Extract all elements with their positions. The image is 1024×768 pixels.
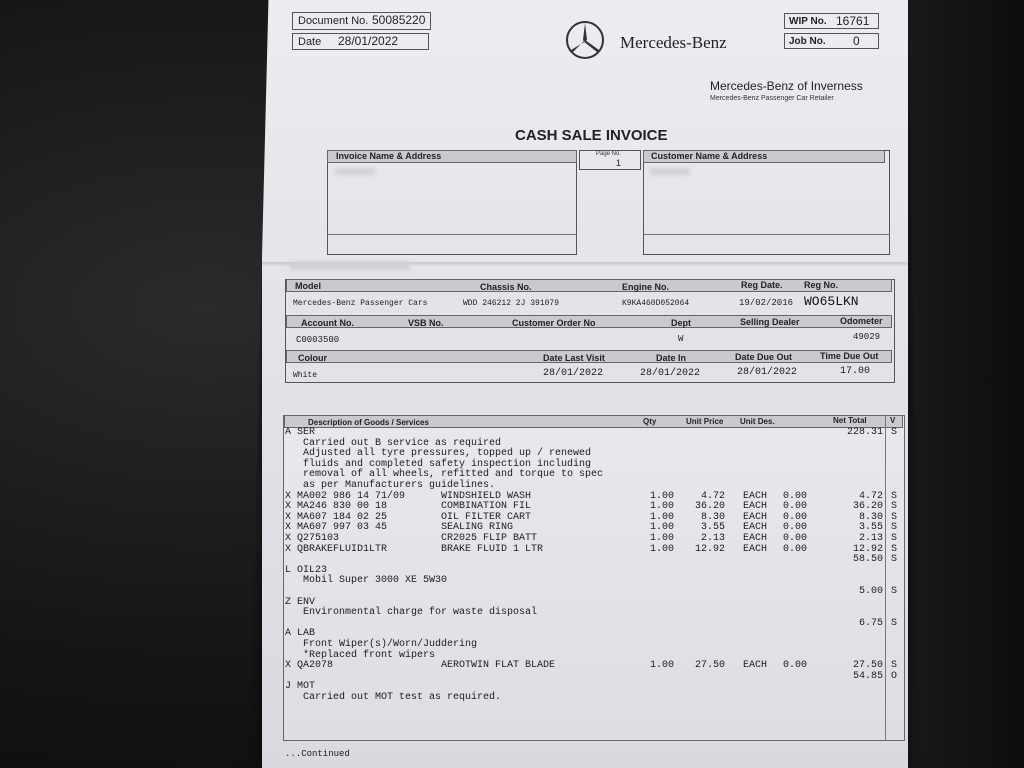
- redacted-customer-address: [650, 168, 690, 175]
- engine-value: K9KA460D052064: [622, 299, 690, 308]
- line-net-total: 8.30: [858, 511, 883, 523]
- date-in-label: Date In: [656, 353, 687, 363]
- line-vat-code: O: [891, 670, 898, 682]
- invoice-address-divider: [327, 234, 577, 235]
- invoice-title: CASH SALE INVOICE: [515, 127, 668, 144]
- line-vat-code: S: [891, 522, 898, 534]
- line-unit: EACH: [743, 511, 768, 523]
- line-net-total: 228.31: [846, 427, 883, 438]
- line-unit-price: 12.92: [694, 543, 725, 555]
- line-description: X Q275103 CR2025 FLIP BATT: [285, 533, 538, 544]
- customer-address-divider: [643, 234, 890, 235]
- line-net-total: 54.85: [852, 670, 883, 682]
- line-discount: 0.00: [783, 533, 808, 544]
- line-description: X MA607 997 03 45 SEALING RING: [285, 522, 514, 534]
- line-vat-code: S: [891, 586, 898, 597]
- line-description: Mobil Super 3000 XE 5W30: [285, 575, 448, 587]
- page-no-value: 1: [616, 158, 622, 168]
- line-qty: 1.00: [650, 511, 675, 523]
- date-last-visit-value: 28/01/2022: [543, 368, 604, 379]
- line-net-total: 2.13: [858, 533, 883, 544]
- line-unit: EACH: [743, 490, 768, 502]
- line-vat-code: S: [891, 617, 898, 629]
- mercedes-star-icon: [565, 20, 605, 60]
- line-vat-code: S: [891, 533, 898, 544]
- invoice-address-box: [327, 150, 577, 255]
- dealer-subtitle: Mercedes-Benz Passenger Car Retailer: [710, 95, 834, 102]
- line-qty: 1.00: [650, 522, 675, 534]
- vsb-no-label: VSB No.: [408, 318, 444, 328]
- brand-name: Mercedes-Benz: [620, 33, 727, 52]
- vat-header: V: [890, 416, 896, 425]
- line-description: X QA2078 AEROTWIN FLAT BLADE: [285, 660, 556, 672]
- line-description: X MA607 184 02 25 OIL FILTER CART: [285, 511, 532, 523]
- desk-background-right: [894, 0, 1024, 768]
- line-unit-price: 3.55: [700, 522, 725, 534]
- line-discount: 0.00: [783, 490, 808, 502]
- line-vat-code: S: [891, 660, 898, 672]
- reg-date-value: 19/02/2016: [739, 298, 794, 308]
- qty-header: Qty: [643, 417, 657, 426]
- dept-label: Dept: [671, 318, 691, 328]
- line-unit-price: 8.30: [700, 511, 725, 523]
- items-lines: [285, 428, 903, 738]
- date-due-out-label: Date Due Out: [735, 352, 793, 362]
- colour-label: Colour: [298, 353, 327, 363]
- document-no-value: 50085220: [372, 13, 426, 27]
- line-unit: EACH: [743, 522, 768, 534]
- time-due-out-label: Time Due Out: [820, 351, 879, 361]
- net-total-header: Net Total: [833, 416, 867, 425]
- unit-price-header: Unit Price: [686, 417, 724, 426]
- dept-value: W: [678, 334, 684, 344]
- line-description: J MOT: [285, 681, 316, 693]
- line-description: X MA002 986 14 71/09 WINDSHIELD WASH: [285, 490, 532, 502]
- colour-value: White: [293, 371, 318, 380]
- line-description: L OIL23: [285, 564, 328, 576]
- date-value: 28/01/2022: [338, 34, 399, 48]
- job-no-label: Job No.: [789, 36, 826, 47]
- line-vat-code: S: [891, 501, 898, 513]
- line-discount: 0.00: [783, 511, 808, 523]
- customer-address-label: Customer Name & Address: [651, 151, 768, 161]
- date-in-value: 28/01/2022: [640, 368, 701, 379]
- line-net-total: 27.50: [852, 660, 883, 672]
- line-unit-price: 27.50: [694, 660, 725, 672]
- date-last-visit-label: Date Last Visit: [543, 353, 605, 363]
- document-no-label: Document No.: [298, 15, 369, 27]
- wip-no-value: 16761: [836, 14, 870, 28]
- reg-no-label: Reg No.: [804, 280, 839, 290]
- line-unit-price: 36.20: [694, 501, 725, 513]
- job-no-value: 0: [853, 34, 860, 48]
- line-description: Adjusted all tyre pressures, topped up / renewed: [285, 448, 592, 460]
- line-net-total: 58.50: [852, 554, 883, 566]
- line-unit-price: 2.13: [700, 533, 725, 544]
- line-vat-code: S: [891, 543, 898, 555]
- line-qty: 1.00: [650, 660, 675, 672]
- line-description: Front Wiper(s)/Worn/Juddering: [285, 639, 478, 650]
- line-unit-price: 4.72: [700, 490, 725, 502]
- line-description: Carried out B service as required: [285, 437, 502, 449]
- line-description: *Replaced front wipers: [285, 649, 436, 661]
- model-label: Model: [295, 281, 321, 291]
- line-discount: 0.00: [783, 522, 808, 534]
- line-description: A LAB: [285, 628, 316, 640]
- redacted-invoice-address: [335, 168, 375, 175]
- chassis-label: Chassis No.: [480, 282, 532, 292]
- line-qty: 1.00: [650, 501, 675, 513]
- line-discount: 0.00: [783, 501, 808, 513]
- date-label: Date: [298, 36, 322, 48]
- line-description: X MA246 830 00 18 COMBINATION FIL: [285, 501, 532, 513]
- line-unit: EACH: [743, 543, 768, 555]
- line-discount: 0.00: [783, 660, 808, 672]
- line-qty: 1.00: [650, 533, 675, 544]
- line-vat-code: S: [891, 427, 898, 438]
- redacted-top-band: [290, 262, 410, 270]
- dealer-name: Mercedes-Benz of Inverness: [710, 79, 863, 93]
- line-unit: EACH: [743, 660, 768, 672]
- model-value: Mercedes-Benz Passenger Cars: [293, 299, 428, 308]
- account-no-label: Account No.: [301, 318, 354, 328]
- line-net-total: 5.00: [858, 586, 883, 597]
- line-unit: EACH: [743, 501, 768, 513]
- line-net-total: 12.92: [852, 543, 883, 555]
- odometer-value: 49029: [853, 332, 881, 342]
- line-description: fluids and completed safety inspection including: [285, 458, 592, 470]
- invoice-address-label: Invoice Name & Address: [336, 151, 442, 161]
- selling-dealer-label: Selling Dealer: [740, 317, 800, 327]
- line-description: Environmental charge for waste disposal: [285, 607, 538, 619]
- line-unit: EACH: [743, 533, 768, 544]
- line-net-total: 3.55: [858, 522, 883, 534]
- line-qty: 1.00: [650, 490, 675, 502]
- desc-header: Description of Goods / Services: [308, 418, 429, 427]
- wip-no-label: WIP No.: [789, 16, 827, 27]
- page-no-label: Page No.: [596, 151, 622, 157]
- unit-des-header: Unit Des.: [740, 417, 775, 426]
- customer-address-header: [643, 150, 885, 163]
- line-net-total: 4.72: [858, 490, 883, 502]
- reg-date-label: Reg Date.: [741, 280, 783, 290]
- reg-no-value: WO65LKN: [804, 294, 859, 309]
- engine-label: Engine No.: [622, 282, 669, 292]
- line-vat-code: S: [891, 490, 898, 502]
- line-description: Carried out MOT test as required.: [285, 692, 502, 703]
- invoice-address-header: [327, 150, 577, 163]
- account-no-value: C0003500: [296, 335, 340, 345]
- line-vat-code: S: [891, 554, 898, 566]
- date-due-out-value: 28/01/2022: [737, 367, 798, 378]
- line-description: Z ENV: [285, 596, 316, 608]
- line-qty: 1.00: [650, 543, 675, 555]
- time-due-out-value: 17.00: [840, 366, 871, 377]
- chassis-value: WDD 246212 2J 391079: [463, 299, 560, 308]
- line-net-total: 36.20: [852, 501, 883, 513]
- line-description: removal of all wheels, refitted and torque to spec: [285, 469, 604, 481]
- line-description: X QBRAKEFLUID1LTR BRAKE FLUID 1 LTR: [285, 543, 544, 555]
- customer-order-label: Customer Order No: [512, 318, 596, 328]
- customer-address-box: [643, 150, 890, 255]
- odometer-label: Odometer: [840, 316, 883, 326]
- line-net-total: 6.75: [858, 617, 883, 629]
- continued-text: ...Continued: [285, 749, 350, 759]
- line-description: as per Manufacturers guidelines.: [285, 480, 496, 491]
- vehicle-header-row-1: [286, 279, 892, 292]
- line-discount: 0.00: [783, 543, 808, 555]
- line-vat-code: S: [891, 511, 898, 523]
- line-description: A SER: [285, 427, 316, 438]
